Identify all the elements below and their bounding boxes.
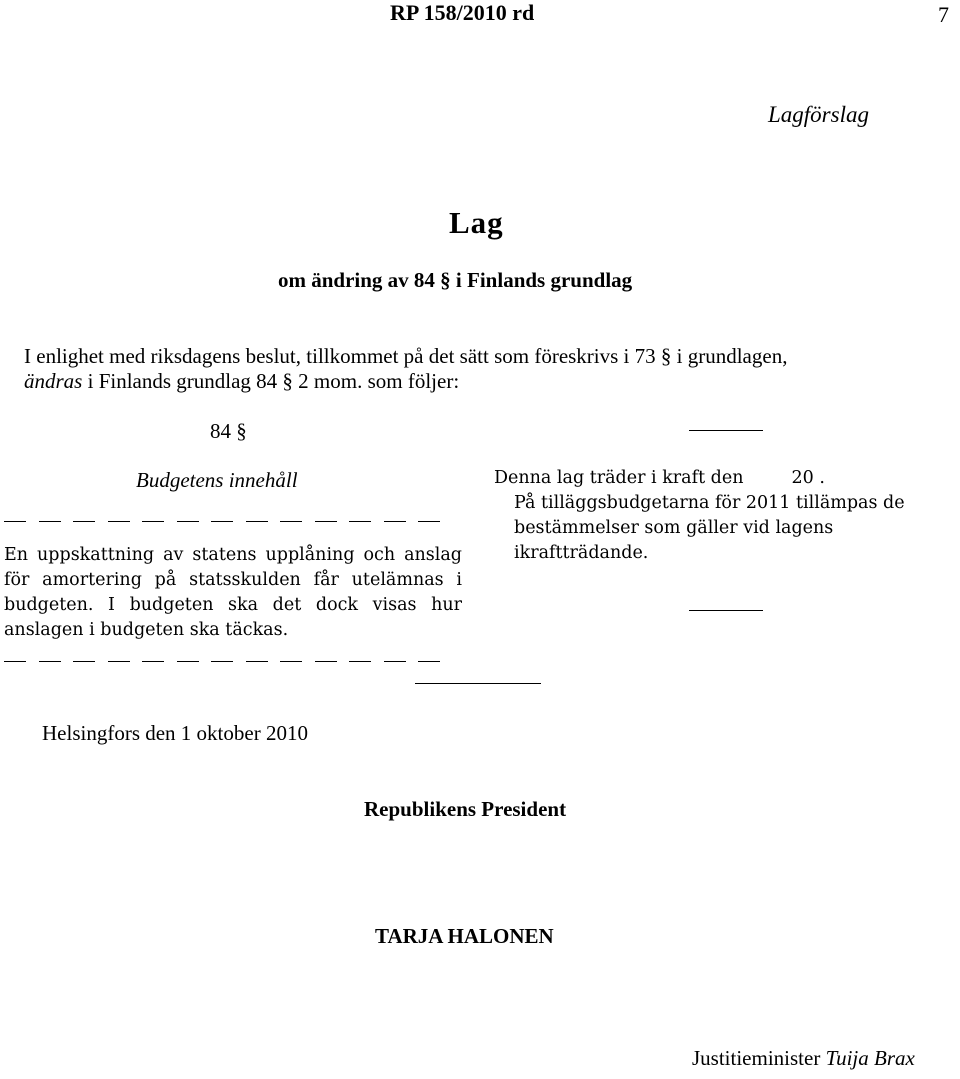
minister-title: Justitieminister [692,1046,821,1070]
president-name: TARJA HALONEN [375,924,554,948]
page-number: 7 [938,2,949,27]
omission-dashes [4,652,453,670]
document-id: RP 158/2010 rd [390,0,535,25]
separator-rule [689,610,763,611]
section-heading: Budgetens innehåll [136,468,298,492]
minister-signature [692,1046,915,1071]
supplementary-budget-provision: På tilläggsbudgetarna för 2011 tillämpas de bestämmelser som gäller vid lagens ikraftträdande. [514,493,905,563]
president-title: Republikens President [364,797,567,821]
intro-paragraph [24,344,954,394]
intro-line-2: i Finlands grundlag 84 § 2 mom. som följer: [82,369,460,393]
omission-dashes [4,512,453,530]
section-number: 84 § [210,419,247,443]
entry-into-force [494,466,956,566]
entry-into-force-line: Denna lag träder i kraft den [494,468,744,488]
intro-amend-verb: ändras [24,369,83,393]
entry-into-force-year: 20 . [791,468,825,488]
law-title: Lag [449,205,504,240]
minister-name: Tuija Brax [825,1046,915,1070]
separator-rule [415,683,541,684]
place-and-date: Helsingfors den 1 oktober 2010 [42,721,308,745]
separator-rule [689,430,763,431]
section-subtitle: Lagförslag [768,102,869,127]
section-body: En uppskattning av statens upplåning och anslag för amortering på statsskulden får utelämnas i budgeten. I budgeten ska det dock visas hur anslagen i budgeten ska täckas. [4,545,462,640]
intro-line-1: I enlighet med riksdagens beslut, tillkommet på det sätt som föreskrivs i 73 § i grundlagen, [24,344,788,368]
law-description: om ändring av 84 § i Finlands grundlag [278,268,633,292]
